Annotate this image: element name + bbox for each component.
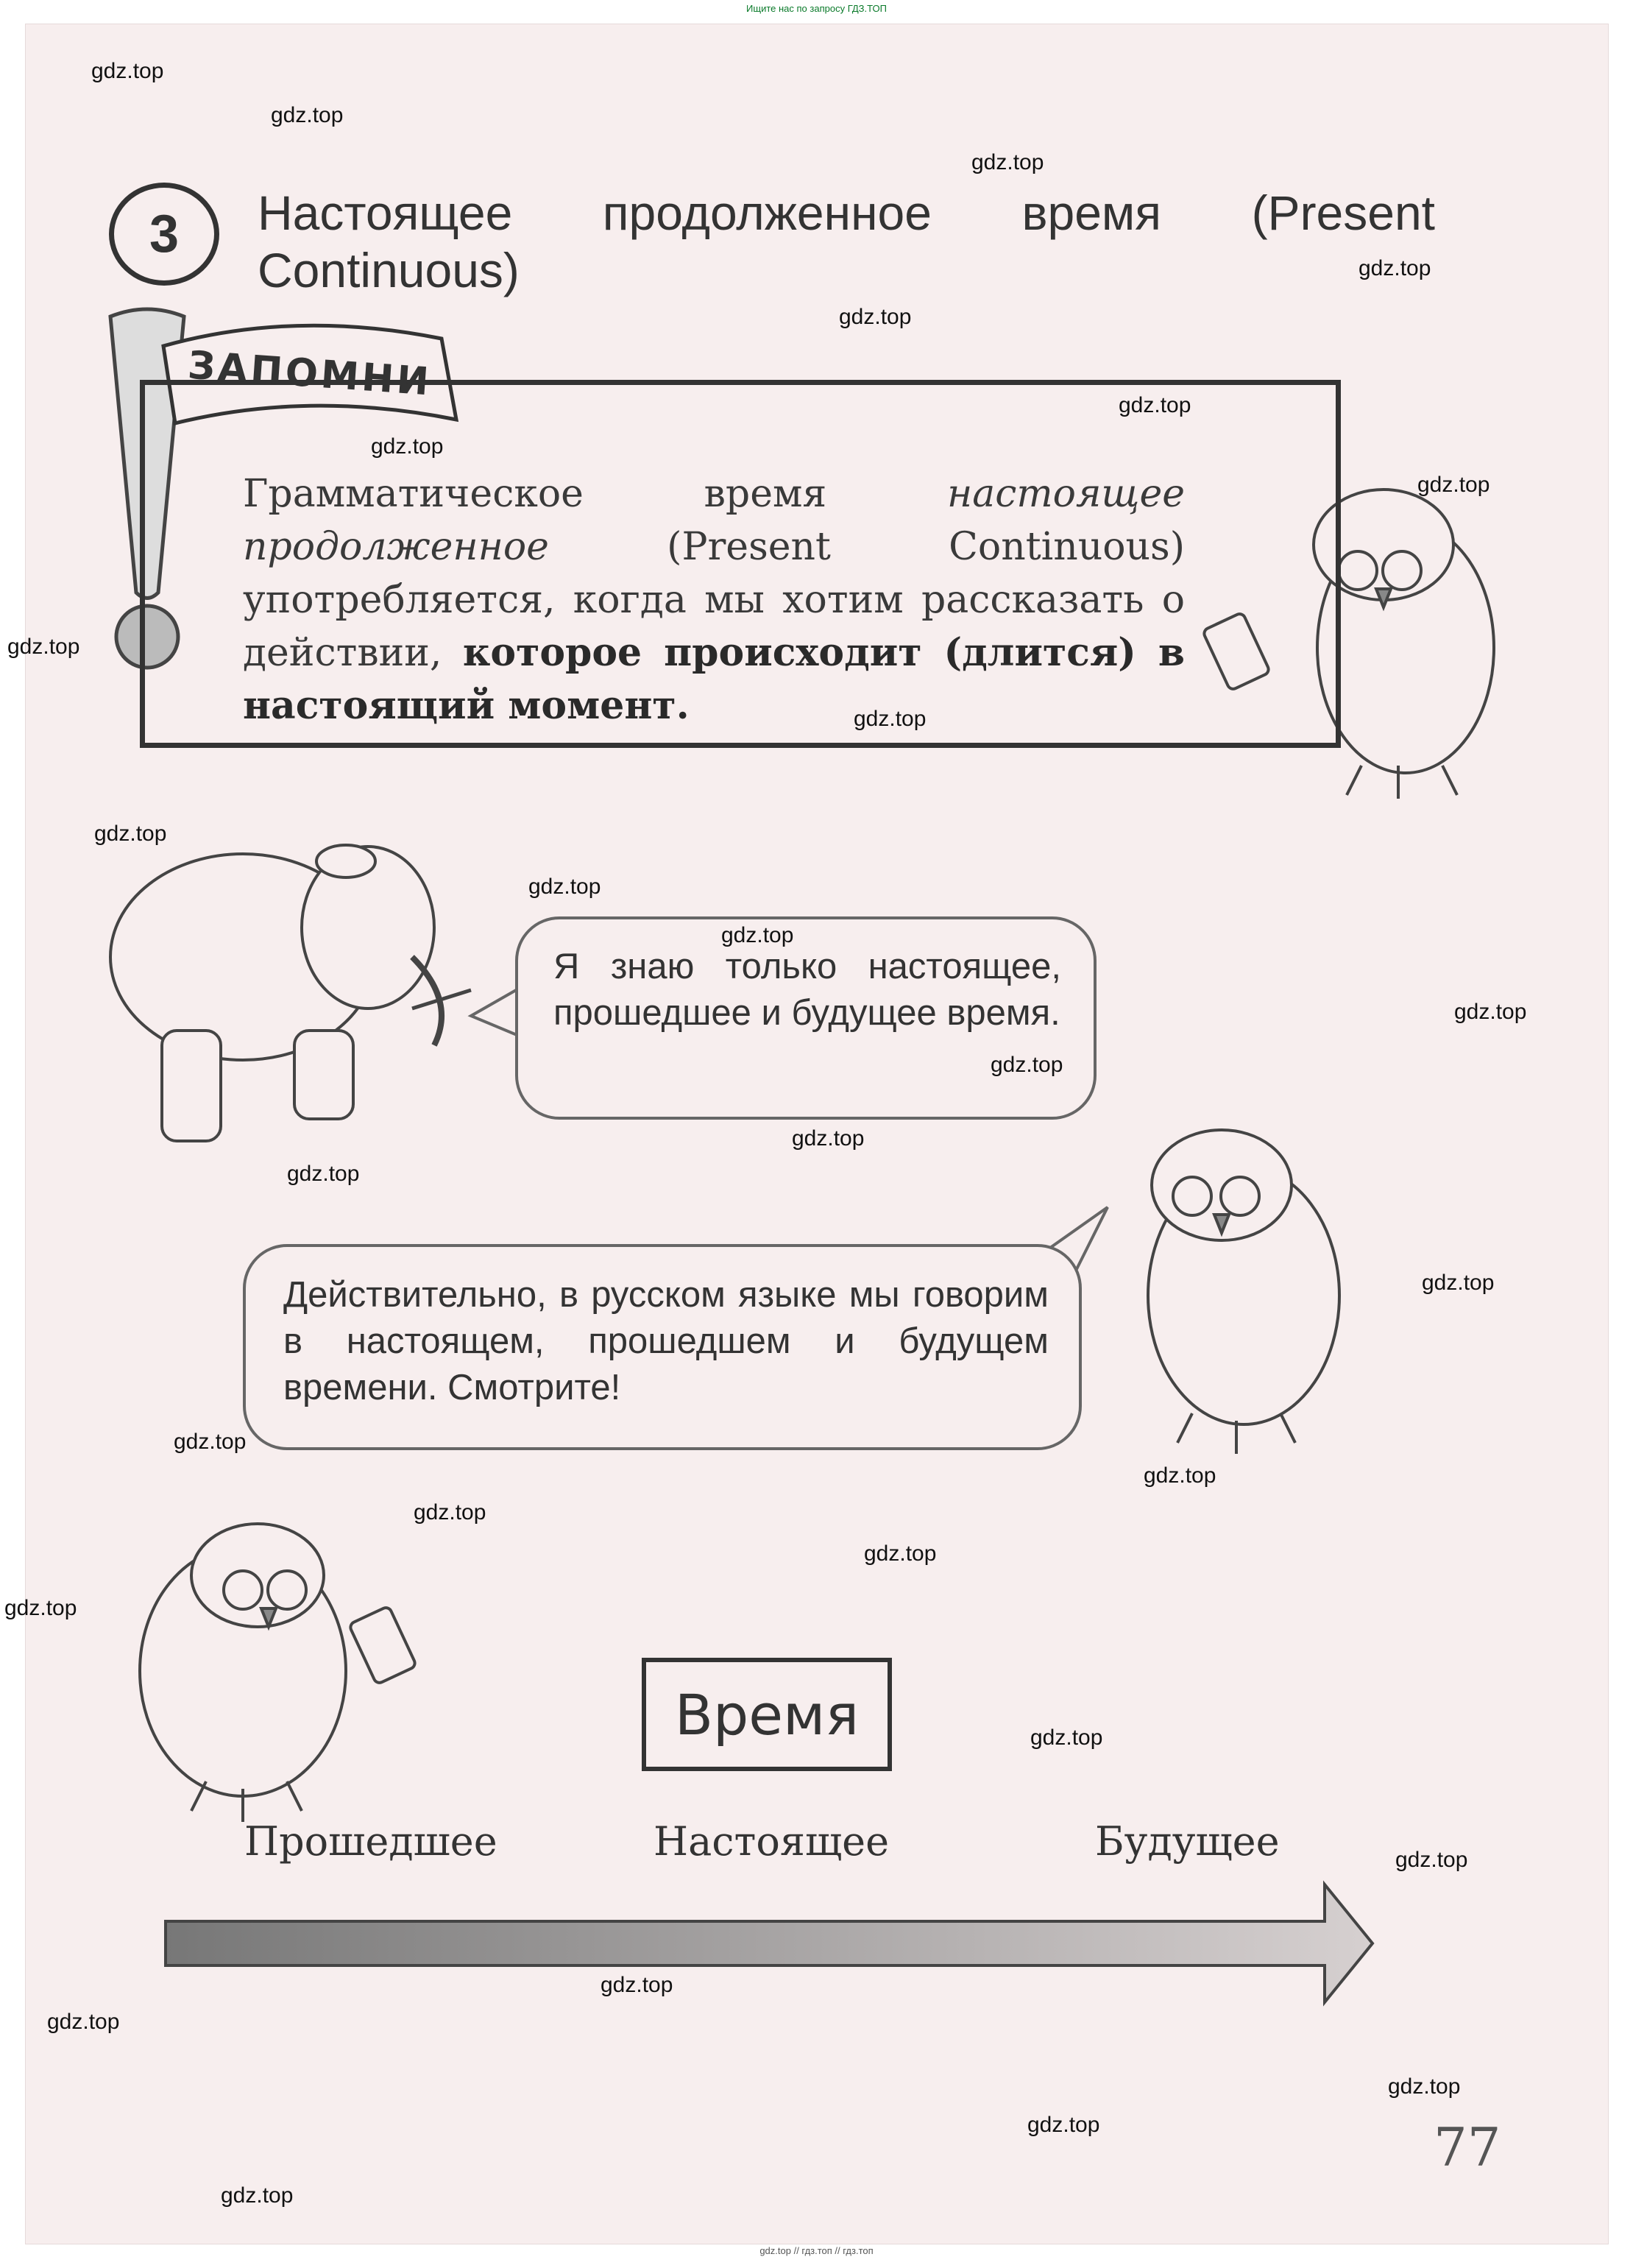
watermark[interactable]: gdz.top (94, 822, 167, 846)
watermark[interactable]: gdz.top (287, 1162, 360, 1186)
owl-icon (1148, 1130, 1339, 1454)
page-number: 77 (1434, 2116, 1501, 2178)
top-note[interactable]: Ищите нас по запросу ГДЗ.ТОП (746, 3, 887, 14)
watermark[interactable]: gdz.top (47, 2010, 120, 2034)
timeline-past: Прошедшее (244, 1818, 497, 1865)
watermark[interactable]: gdz.top (1144, 1463, 1216, 1488)
watermark[interactable]: gdz.top (991, 1053, 1063, 1077)
watermark[interactable]: gdz.top (854, 707, 927, 731)
bottom-note[interactable]: gdz.top // гдз.топ // гдз.топ (759, 2245, 874, 2256)
watermark[interactable]: gdz.top (528, 875, 601, 899)
watermark[interactable]: gdz.top (271, 103, 344, 127)
speech-text-owl: Действительно, в русском языке мы говорим в настоящем, прошедшем и будущем времени. Смотрите! (283, 1275, 1049, 1407)
watermark[interactable]: gdz.top (371, 434, 444, 459)
timeline-arrow (166, 1884, 1372, 2002)
rule-text-italic: настоящее продолженное (243, 472, 1185, 569)
watermark[interactable]: gdz.top (864, 1541, 937, 1566)
watermark[interactable]: gdz.top (414, 1500, 486, 1525)
elephant-icon (110, 845, 471, 1141)
time-heading: Время (642, 1658, 892, 1771)
watermark[interactable]: gdz.top (1417, 473, 1490, 497)
watermark[interactable]: gdz.top (601, 1973, 673, 1997)
rule-text-part: (Present Continuous) употребляется, когда мы хотим рассказать о действии, (243, 525, 1185, 675)
speech-text-elephant: Я знаю только настоящее, прошедшее и будущее время. (553, 947, 1061, 1033)
rule-text-part: Грамматическое время (243, 472, 947, 516)
watermark[interactable]: gdz.top (792, 1126, 865, 1151)
rule-text (243, 467, 1185, 732)
watermark[interactable]: gdz.top (4, 1596, 77, 1620)
watermark[interactable]: gdz.top (971, 150, 1044, 174)
watermark[interactable]: gdz.top (1027, 2113, 1100, 2137)
rule-text-bold: которое происходит (длится) в настоящий момент. (243, 630, 1185, 728)
owl-icon (140, 1524, 417, 1822)
watermark[interactable]: gdz.top (1359, 256, 1431, 280)
page-title: Настоящее продолженное время (Present Continuous) (258, 186, 1435, 297)
watermark[interactable]: gdz.top (839, 305, 912, 329)
watermark[interactable]: gdz.top (721, 923, 794, 947)
watermark[interactable]: gdz.top (7, 635, 80, 659)
watermark[interactable]: gdz.top (1119, 393, 1191, 417)
exercise-number: 3 (109, 183, 219, 286)
watermark[interactable]: gdz.top (174, 1430, 247, 1454)
banner-label: ЗАПОМНИ (186, 343, 433, 405)
watermark[interactable]: gdz.top (1030, 1725, 1103, 1750)
watermark[interactable]: gdz.top (1454, 1000, 1527, 1024)
watermark[interactable]: gdz.top (91, 59, 164, 83)
watermark[interactable]: gdz.top (221, 2183, 294, 2208)
watermark[interactable]: gdz.top (1388, 2074, 1461, 2099)
watermark[interactable]: gdz.top (1395, 1848, 1468, 1872)
timeline-future: Будущее (1095, 1818, 1280, 1865)
watermark[interactable]: gdz.top (1422, 1271, 1495, 1295)
timeline-present: Настоящее (653, 1818, 890, 1865)
